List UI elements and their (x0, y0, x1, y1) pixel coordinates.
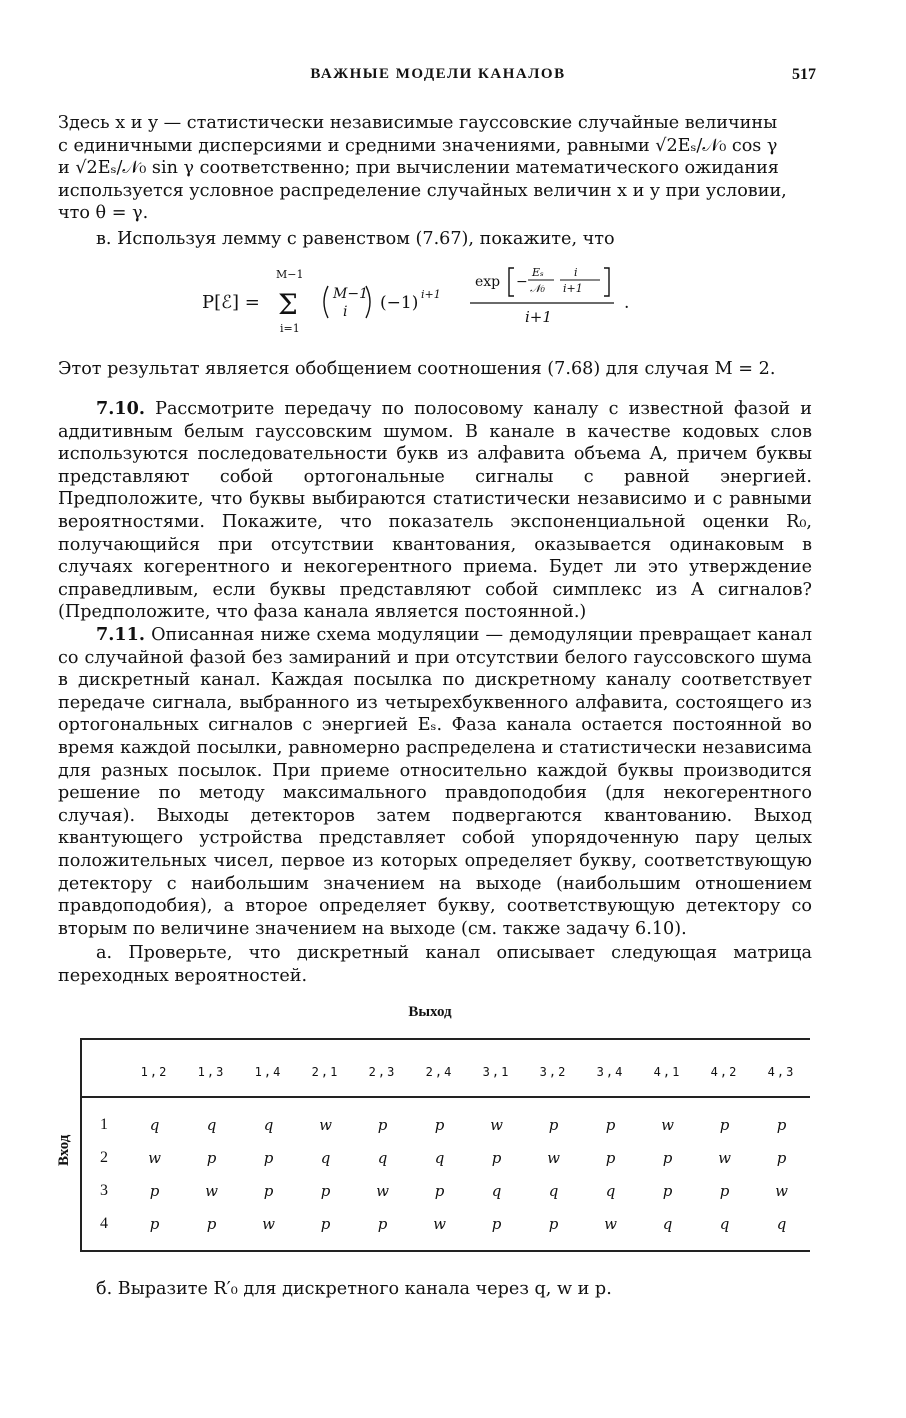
table-row (82, 1207, 810, 1240)
table-cell: p (719, 1115, 730, 1134)
column-header: 1,2 (140, 1065, 169, 1079)
table-cell: w (376, 1181, 389, 1200)
table-cell: q (206, 1115, 217, 1134)
table-cell: p (662, 1181, 673, 1200)
problem-7-10-text: Рассмотрите передачу по полосовому каналу с известной фазой и аддитивным белым гауссовским шумом. В канале в качестве кодовых слов используются последовательности букв из алфавита объема A, причем буквы представляют собой ортогональные сигналы с равной энергией. Предположите, что буквы выбираются статистически независимо и с равными вероятностями. Покажите, что показатель экспоненциальной оценки R₀, получающийся при отсутствии квантования, оказывается одинаковым в случаях когерентного и некогерентного приема. Будет ли это утверждение справедливым, если буквы представляют собой симплекс из A сигналов? (Предположите, что фаза канала является постоянной.) (58, 399, 812, 623)
table-cell: q (434, 1148, 445, 1167)
table-row (82, 1108, 810, 1141)
column-header: 3,1 (482, 1065, 511, 1079)
table-row (82, 1174, 810, 1207)
intro-line-5: что θ = γ. (58, 203, 149, 224)
column-header: 4,3 (767, 1065, 796, 1079)
column-header: 3,4 (596, 1065, 625, 1079)
exp-word: exp (475, 274, 501, 290)
table-cell: q (605, 1181, 616, 1200)
problem-7-10 (58, 398, 812, 624)
row-label: 3 (100, 1181, 108, 1199)
formula-period: . (624, 293, 630, 313)
table-cell: p (206, 1214, 217, 1233)
table-cell: p (434, 1181, 445, 1200)
table-cell: q (377, 1148, 388, 1167)
column-header: 2,4 (425, 1065, 454, 1079)
intro-paragraph (58, 112, 812, 225)
generalization-text: Этот результат является обобщением соотношения (7.68) для случая M = 2. (58, 359, 776, 379)
table-cell: w (547, 1148, 560, 1167)
table-cell: p (263, 1181, 274, 1200)
sign-factor: (−1) (380, 293, 419, 313)
main-denominator: i+1 (525, 308, 552, 326)
exp-frac-den: i+1 (563, 282, 583, 295)
table-cell: q (719, 1214, 730, 1233)
column-header: 4,2 (710, 1065, 739, 1079)
table-cell: p (776, 1115, 787, 1134)
problem-7-11 (58, 624, 812, 988)
table-cell: p (491, 1214, 502, 1233)
table-caption: Выход (408, 1004, 452, 1020)
table-cell: w (604, 1214, 617, 1233)
table-cell: q (149, 1115, 160, 1134)
part-v-text: в. Используя лемму с равенством (7.67), покажите, что (96, 229, 615, 249)
table-cell: p (605, 1115, 616, 1134)
table-cell: p (149, 1214, 160, 1233)
row-label: 4 (100, 1214, 108, 1232)
table-bottom-rule (80, 1250, 810, 1252)
table-top-rule (80, 1038, 810, 1040)
table-cell: p (434, 1115, 445, 1134)
table-cell: w (319, 1115, 332, 1134)
table-cell: p (491, 1148, 502, 1167)
exp-frac-num: i (574, 266, 578, 279)
table-cell: p (377, 1115, 388, 1134)
table-cell: p (320, 1214, 331, 1233)
table-cell: q (491, 1181, 502, 1200)
table-cell: p (548, 1214, 559, 1233)
table-cell: p (149, 1181, 160, 1200)
binom-left-paren (324, 286, 328, 318)
exp-left-bracket (509, 268, 514, 296)
table-cell: p (206, 1148, 217, 1167)
table-cell: q (662, 1214, 673, 1233)
exp-right-bracket (604, 268, 609, 296)
column-header: 4,1 (653, 1065, 682, 1079)
sum-sign: Σ (278, 288, 298, 321)
table-cell: w (205, 1181, 218, 1200)
problem-7-10-number: 7.10. (96, 398, 145, 419)
intro-line-2: с единичными дисперсиями и средними значениями, равными √2Eₛ/𝒩₀ cos γ (58, 135, 778, 156)
probability-formula (180, 250, 740, 340)
table-cell: w (490, 1115, 503, 1134)
table-cell: q (776, 1214, 787, 1233)
table-cell: p (719, 1181, 730, 1200)
column-header: 2,3 (368, 1065, 397, 1079)
intro-line-1: Здесь x и y — статистически независимые гауссовские случайные величины (58, 113, 778, 133)
table-row (82, 1141, 810, 1174)
transition-matrix (50, 1000, 810, 1270)
table-cell: q (548, 1181, 559, 1200)
row-label: 2 (100, 1148, 108, 1166)
problem-7-11-text: Описанная ниже схема модуляции — демодуляции превращает канал со случайной фазой без замираний и при отсутствии белого гауссовского шума в дискретный канал. Каждая посылка по дискретному каналу соответствует передаче сигнала, выбранного из четырехбуквенного алфавита, состоящего из ортогональных сигналов с энергией Eₛ. Фаза канала остается постоянной во время каждой посылки, равномерно распределена и статистически независима для разных посылок. При приеме относительно каждой буквы производится решение по методу максимального правдоподобия (для некогерентного случая). Выходы детекторов затем подвергаются квантованию. Выход квантующего устройства представляет собой упорядоченную пару целых положительных чисел, первое из которых определяет букву, соответствующую детектору с наибольшим значением на выходе (наибольшим отношением правдоподобия), а второе определяет букву, соответствующую детектору со вторым по величине значением на выходе (см. также задачу 6.10). (58, 625, 813, 939)
table-cell: q (263, 1115, 274, 1134)
sum-upper-limit: M−1 (276, 268, 304, 281)
part-v (58, 228, 812, 251)
column-header: 3,2 (539, 1065, 568, 1079)
table-cell: p (548, 1115, 559, 1134)
column-header: 1,4 (254, 1065, 283, 1079)
table-cell: p (377, 1214, 388, 1233)
running-title: ВАЖНЫЕ МОДЕЛИ КАНАЛОВ (310, 66, 566, 82)
binom-bottom: i (343, 304, 348, 320)
table-cell: p (662, 1148, 673, 1167)
matrix-rows (82, 1108, 810, 1240)
exp-noise: 𝒩₀ (530, 282, 545, 295)
table-cell: w (718, 1148, 731, 1167)
table-cell: w (262, 1214, 275, 1233)
table-cell: w (775, 1181, 788, 1200)
column-headers (82, 1060, 810, 1084)
table-cell: p (263, 1148, 274, 1167)
table-cell: p (776, 1148, 787, 1167)
sign-exponent: i+1 (421, 288, 441, 301)
part-b (58, 1278, 812, 1301)
formula-lhs: P[ℰ] = (202, 292, 260, 313)
page-number: 517 (792, 66, 816, 83)
table-cell: w (661, 1115, 674, 1134)
binom-top: M−1 (333, 286, 368, 302)
table-cell: w (433, 1214, 446, 1233)
exp-minus: − (516, 274, 528, 290)
formula-svg (180, 250, 740, 340)
table-cell: w (148, 1148, 161, 1167)
intro-line-4: используется условное распределение случайных величин x и y при условии, (58, 180, 787, 201)
column-header: 2,1 (311, 1065, 340, 1079)
intro-line-3: и √2Eₛ/𝒩₀ sin γ соответственно; при вычислении математического ожидания (58, 158, 779, 179)
generalization-paragraph (58, 358, 812, 381)
part-b-text: б. Выразите R′₀ для дискретного канала через q, w и p. (96, 1279, 612, 1299)
row-label: 1 (100, 1115, 108, 1133)
column-header: 1,3 (197, 1065, 226, 1079)
table-cell: p (605, 1148, 616, 1167)
exp-energy: Eₛ (532, 266, 544, 279)
sum-lower-limit: i=1 (280, 322, 300, 335)
problem-7-11-part-a: а. Проверьте, что дискретный канал описывает следующая матрица переходных вероятностей. (58, 943, 812, 986)
running-head (60, 66, 816, 86)
table-cell: q (320, 1148, 331, 1167)
table-side-label: Вход (56, 1134, 72, 1166)
problem-7-11-number: 7.11. (96, 624, 145, 645)
table-header-rule (80, 1096, 810, 1098)
table-cell: p (320, 1181, 331, 1200)
